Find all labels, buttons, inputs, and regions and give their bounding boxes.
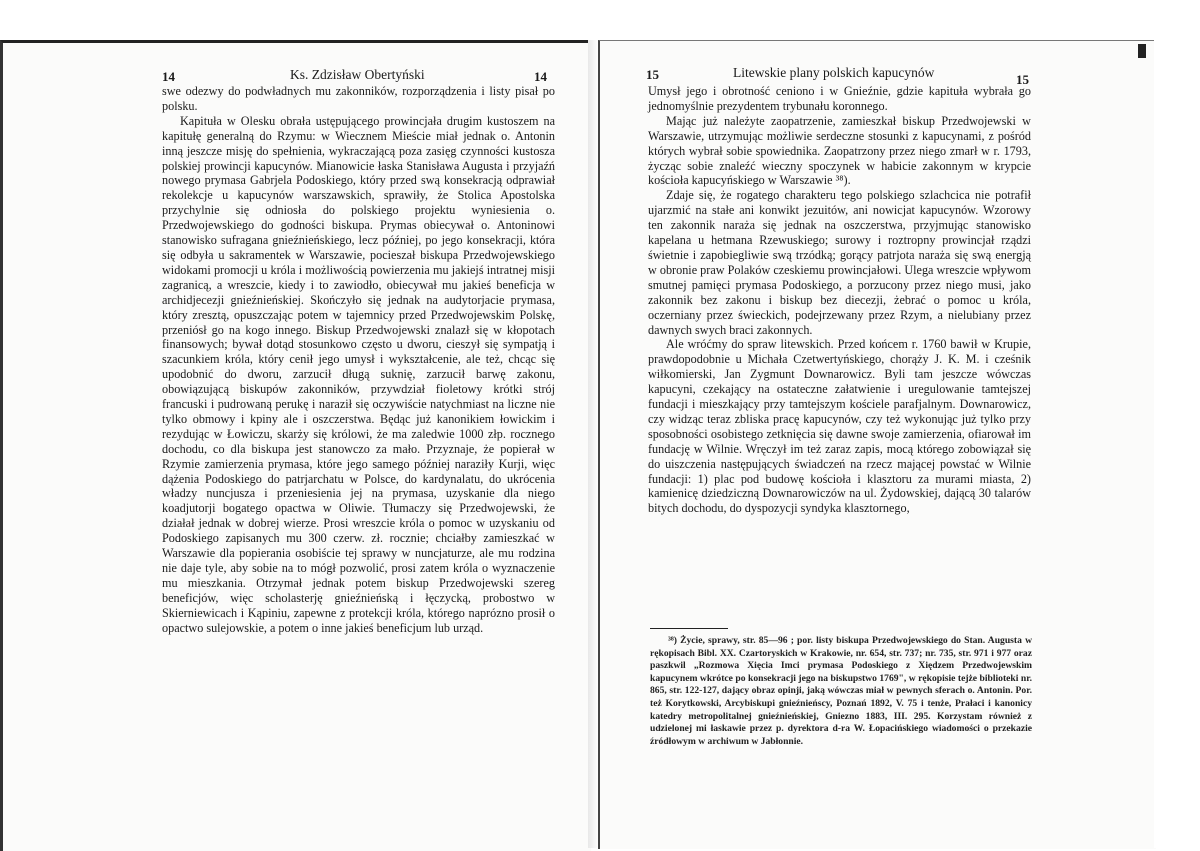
footnote-text: ³⁸) Życie, sprawy, str. 85—96 ; por. listy biskupa Przedwojewskiego do Stan. Augusta w rękopisach Bibl. XX. Czartoryskich w Krakowie, nr. 654, str. 737; nr. 735, str. 971 i 977 oraz paszkwil „Rozmowa Xięcia Imci prymasa Podoskiego z Xiędzem Przedwojewskim kapucynem wkrótce po konsekracji jego na biskupstwo 1769", w rękopisie tejże biblioteki nr. 865, str. 122-127, dający obraz opinji, jaką wówczas miał w pewnych sferach o. Antonin. Por. też Korytkowski, Arcybiskupi gnieźnieńscy, Poznań 1892, V. 75 i tenże, Prałaci i kanonicy katedry metropolitalnej gnieźnieńskiej, Gniezno 1883, III. 295. Korzystam również z udzielonej mi łaskawie przez p. dyrektora d-ra W. Łopacińskiego wiadomości o przekazie źródłowym w archiwum w Jabłonnie. bbox=[650, 635, 1032, 747]
paragraph: Zdaje się, że rogatego charakteru tego polskiego szlachcica nie potrafił ujarzmić na stałe ani konwikt jezuitów, ani nowicjat kapucynów. Wzorowy ten zakonnik naraża się jednak na oszczerstwa, przyjmując stanowisko kapelana u hetmana Rzewuskiego; surowy i roztropny prowincjał rządzi świetnie i zapobiegliwie swą trzódką; gorący patrjota naraża się swą energją w obronie praw Polaków czeskiemu prowincjałowi. Ulega wreszcie wpływom smutnej pamięci prymasa Podoskiego, a porzucony przez niego musi, jako zakonnik bez zakonu i biskup bez diecezji, żebrać o pomoc u króla, oczerniany przez świeckich, podejrzewany przez Rzym, a nielubiany przez dawnych swych braci zakonnych. bbox=[648, 188, 1031, 337]
paragraph: swe odezwy do podwładnych mu zakonników, rozporządzenia i listy pisał po polsku. bbox=[162, 84, 555, 113]
scan-margin bbox=[1154, 40, 1200, 848]
right-page-number: 15 bbox=[646, 67, 659, 82]
left-page-number-outer: 14 bbox=[534, 69, 547, 84]
right-body-text bbox=[648, 84, 1031, 516]
left-body-text bbox=[162, 84, 555, 636]
footnote bbox=[650, 635, 1032, 748]
paragraph: Kapituła w Olesku obrała ustępującego prowincjała drugim kustoszem na kapitułę generalną do Rzymu: w Wiecznem Mieście miał jednak o. Antonin inną jeszcze misję do spełnienia, wykraczającą poza zasięg czynności kustosza polskiej prowincji kapucynów. Mianowicie łaska Stanisława Augusta i przyjaźń nowego prymasa Gabrjela Podoskiego, który przed swą konsekracją odprawiał rekolekcje u kapucynów warszawskich, sprawiły, że Stolica Apostolska przychylnie się odniosła do polskiego projektu wyniesienia o. Przedwojewskiego do godności biskupa. Prymas obiecywał o. Antoninowi stanowisko sufragana gnieźnieńskiego, lecz później, po jego konsekracji, która się odbyła u sakramentek w Warszawie, pocieszał biskupa Przedwojewskiego widokami promocji u króla i możliwością powierzenia mu jakiejś intratnej misji zagranicą, a wreszcie, kiedy i to zawiodło, obiecywał mu jakieś beneficja w archidjecezji gnieźnieńskiej. Skończyło się jednak na audytorjacie prymasa, który zresztą, opuszczając potem w tajemnicy przed Przedwojewskim Polskę, przeniósł go na kogo innego. Biskup Przedwojewski znalazł się w kłopotach finansowych; bywał dotąd stosunkowo często u dworu, cieszył się sympatją i szacunkiem króla, który cenił jego umysł i wykształcenie, ale też, chcąc się upodobnić do dworu, zarzucił długą suknię, zarzucił barwę zakonu, obowiązującą biskupów zakonników, przywdział fioletowy krótki strój francuski i pudrowaną perukę i naraził się oczywiście natychmiast na liczne nie tylko obmowy i kpiny ale i oszczerstwa. Będąc już kanonikiem łowickim i rezydując w Łowiczu, skarży się królowi, że ma zaledwie 1000 złp. rocznego dochodu, co dla biskupa jest stanowczo za mało. Przyznaje, że popierał w Rzymie zamierzenia prymasa, które jego samego później naraziły Kurji, więc dążenia Podoskiego do patrjarchatu w Polsce, do kardynalatu, do ukrócenia władzy nuncjusza i przeniesienia jej na prymasa, uzyskanie dla niego koadjutorji bogatego opactwa w Oliwie. Tłumaczy się Przedwojewski, że działał jednak w dobrej wierze. Prosi wreszcie króla o pomoc w uzyskaniu od Podoskiego zapisanych mu 300 czerw. zł. rocznie; chciałby zamieszkać w Warszawie dla popierania osobiście tej sprawy w nuncjaturze, ale mu rodzina nie daje tyle, aby sobie na to mógł pozwolić, prosi zatem króla o wyznaczenie mu mieszkania. Otrzymał jednak potem biskup Przedwojewski szereg beneficjów, więc scholasterję gnieźnieńską i łęczycką, probostwo w Skierniewicach i Kąpiniu, zapewne z protekcji króla, którego naprózno prosił o opactwo sulejowskie, a potem o inne jakieś beneficjum lub urząd. bbox=[162, 113, 555, 635]
footnote-divider bbox=[650, 628, 728, 629]
scan-artifact bbox=[1138, 44, 1146, 58]
paragraph: Ale wróćmy do spraw litewskich. Przed końcem r. 1760 bawił w Krupie, prawdopodobnie u Michała Czetwertyńskiego, chorąży J. K. M. i cześnik wiłkomierski, Jan Zygmunt Downarowicz. Byli tam jeszcze wówczas kapucyni, czekający na ostateczne załatwienie i uregulowanie tamtejszej fundacji i mieszkający przy tamtejszym kościele parafjalnym. Downarowicz, czy widząc teraz zbliska pracę kapucynów, czy też wykonując już tylko przy sposobności osobistego zetknięcia się dawne swoje zamierzenia, ofiarował im fundację w Wilnie. Wręczył im też zaraz zapis, mocą którego zobowiązał się do uiszczenia następujących świadczeń na rzecz mającej powstać w Wilnie fundacji: 1) plac pod budowę kościoła i klasztoru za murami miasta, 2) kamienicę dziedziczną Downarowiczów na ul. Żydowskiej, dającą 30 talarów bitych dochodu, do dyspozycji syndyka klasztornego, bbox=[648, 337, 1031, 516]
paragraph: Mając już należyte zaopatrzenie, zamieszkał biskup Przedwojewski w Warszawie, utrzymując możliwie serdeczne stosunki z kapucynami, z pośród których wybrał sobie spowiednika. Zaopatrzony przez niego zmarł w r. 1793, życząc sobie znaleźć wieczny spoczynek w habicie zakonnym w krypcie kościoła kapucyńskiego w Warszawie ³⁸). bbox=[648, 113, 1031, 188]
left-page-number: 14 bbox=[162, 69, 175, 84]
book-gutter bbox=[588, 40, 598, 848]
right-page-number-outer: 15 bbox=[1016, 72, 1029, 87]
paragraph: Umysł jego i obrotność ceniono i w Gnieźnie, gdzie kapituła wybrała go jednomyślnie prezydentem trybunału koronnego. bbox=[648, 84, 1031, 113]
left-running-title: Ks. Zdzisław Obertyński bbox=[290, 67, 425, 82]
right-running-title: Litewskie plany polskich kapucynów bbox=[733, 65, 935, 80]
